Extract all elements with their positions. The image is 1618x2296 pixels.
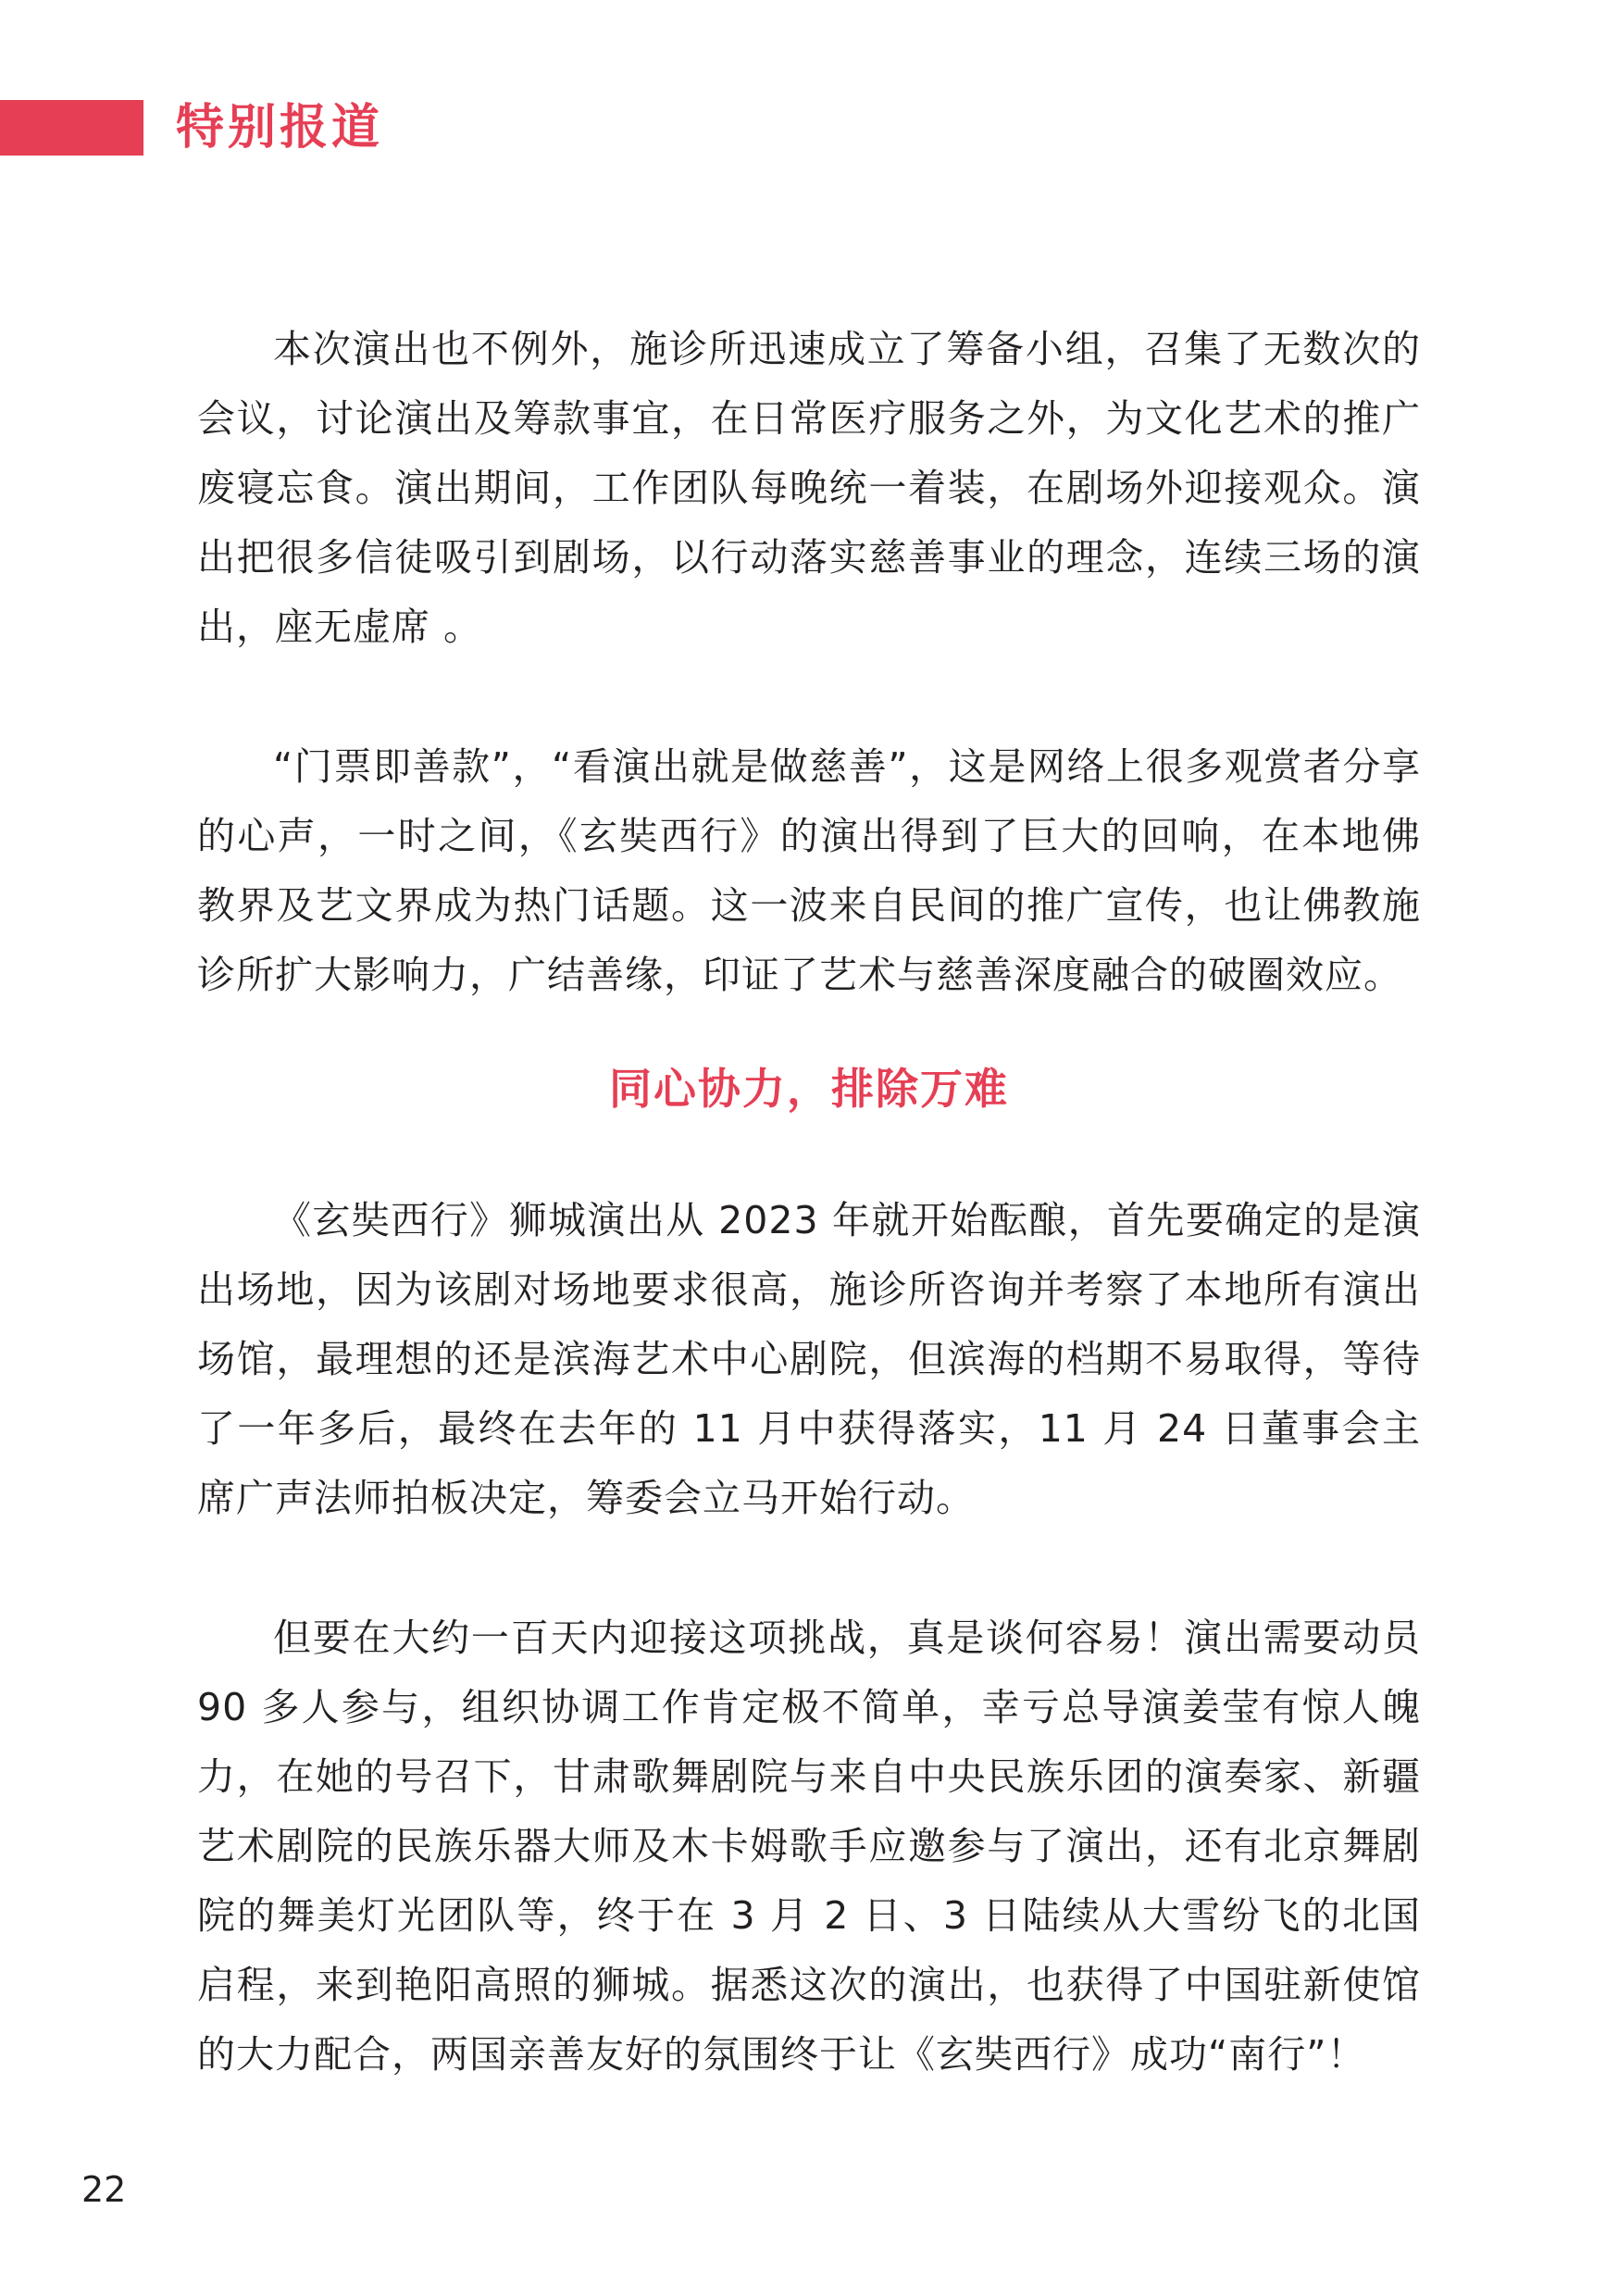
- paragraph: 本次演出也不例外，施诊所迅速成立了筹备小组，召集了无数次的会议，讨论演出及筹款事宜，在日常医疗服务之外，为文化艺术的推广废寝忘食。演出期间，工作团队每晚统一着装，在剧场外迎接观众。演出把很多信徒吸引到剧场，以行动落实慈善事业的理念，连续三场的演出，座无虚席 。: [197, 327, 1421, 649]
- paragraph: 《玄奘西行》狮城演出从 2023 年就开始酝酿，首先要确定的是演出场地，因为该剧对场地要求很高，施诊所咨询并考察了本地所有演出场馆，最理想的还是滨海艺术中心剧院，但滨海的档期不易取得，等待了一年多后，最终在去年的 11 月中获得落实，11 月 24 日董事会主席广声法师拍板决定，筹委会立马开始行动。: [197, 1198, 1421, 1520]
- article-body: [197, 315, 1421, 2090]
- paragraph: “门票即善款”，“看演出就是做慈善”，这是网络上很多观赏者分享的心声，一时之间，《玄奘西行》的演出得到了巨大的回响，在本地佛教界及艺文界成为热门话题。这一波来自民间的推广宣传，也让佛教施诊所扩大影响力，广结善缘，印证了艺术与慈善深度融合的破圈效应。: [197, 744, 1421, 997]
- paragraph: 但要在大约一百天内迎接这项挑战，真是谈何容易！演出需要动员 90 多人参与，组织协调工作肯定极不简单，幸亏总导演姜莹有惊人魄力，在她的号召下，甘肃歌舞剧院与来自中央民族乐团的演奏家、新疆艺术剧院的民族乐器大师及木卡姆歌手应邀参与了演出，还有北京舞剧院的舞美灯光团队等，终于在 3 月 2 日、3 日陆续从大雪纷飞的北国启程，来到艳阳高照的狮城。据悉这次的演出，也获得了中国驻新使馆的大力配合，两国亲善友好的氛围终于让《玄奘西行》成功“南行”！: [197, 1616, 1421, 2077]
- section-title: 特别报道: [176, 100, 384, 156]
- section-color-band: [0, 100, 143, 156]
- page-number: 22: [81, 2169, 127, 2210]
- section-subheading: 同心协力，排除万难: [609, 1064, 1009, 1114]
